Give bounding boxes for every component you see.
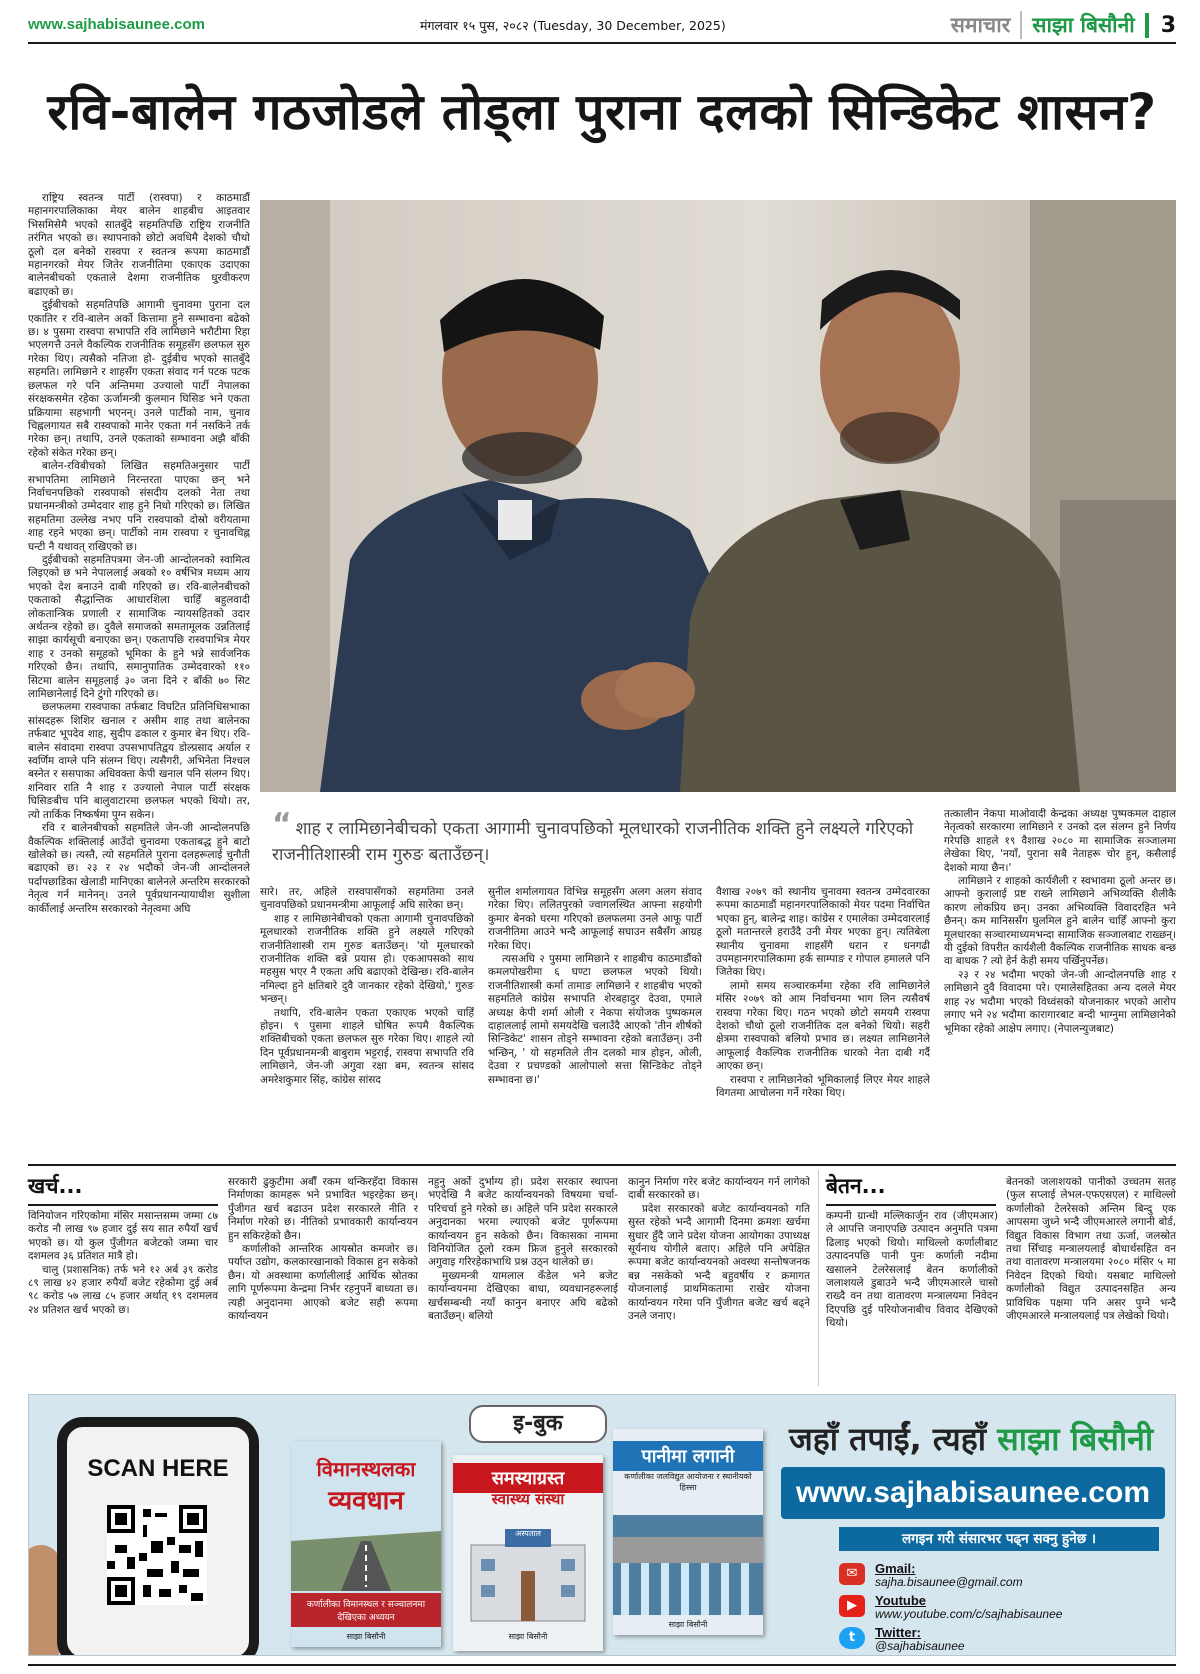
betan-column-2 bbox=[1006, 1176, 1176, 1386]
dam-illustration bbox=[613, 1515, 763, 1615]
paragraph: तथापि, रवि-बालेन एकता एकाएक भएको चाहिँ होइन। ९ पुसमा शाहले घोषित रूपमै वैकल्पिक शक्तिबीचको एकता छलफल सुरु गरेका थिए। शाहले त्यो दिन पूर्वप्रधानमन्त्री बाबुराम भट्टराई, रास्वपा सभापति रवि लामिछाने, जेन-जी अगुवा रक्षा बम, स्वतन्त्र सांसद अमरेशकुमार सिंह, कांग्रेस सांसद bbox=[260, 1006, 474, 1086]
slogan-text: जहाँ तपाईं, त्यहाँ bbox=[789, 1420, 986, 1458]
book-subtitle: कर्णालीका विमानस्थल र सञ्चालनमा देखिएका अध्ययन bbox=[291, 1593, 441, 1627]
page-number: 3 bbox=[1145, 13, 1176, 38]
header-divider bbox=[28, 42, 1176, 44]
article-column-4 bbox=[716, 886, 930, 1136]
paragraph: सारे। तर, अहिले रास्वपासँगको सहमतिमा उनले चुनावपछिको प्रधानमन्त्रीमा आफूलाई अघि सारेका छन्। bbox=[260, 886, 474, 912]
masthead bbox=[28, 10, 1176, 42]
article-photo bbox=[260, 200, 1176, 792]
betan-column-1 bbox=[826, 1210, 998, 1386]
paragraph: दुईबीचको सहमतिपत्रमा जेन-जी आन्दोलनको स्वामित्व लिइएको छ भने नेपाललाई अबको १० वर्षभित्र मध्यम आय भएको देश बनाउने दाबी गरिएको छ। रवि-बालेनबीचको एकताको सैद्धान्तिक आधारशिला चाहिँ बहुलवादी लोकतान्त्रिक प्रणाली र सामाजिक न्यायसहितको उदार अर्थतन्त्र रहेको छ। दुवैले समाजको समतामूलक उन्नतिलाई साझा कार्यसूची बनाएका छन्। एकतापछि रास्वपाभित्र मेयर शाह र उनको समूहको भूमिका के हुने भन्ने सार्वजनिक गरिएको छैन। तथापि, समानुपातिक उम्मेदवारको ११० सिटमा बालेन समूहलाई ३० जना दिने र बाँकी ७० सिट लामिछानेलाई दिने टुंगो गरिएको छ। bbox=[28, 553, 250, 701]
contact-value[interactable]: @sajhabisaunee bbox=[875, 1639, 965, 1653]
footer-divider bbox=[28, 1664, 1176, 1666]
section-divider bbox=[28, 1164, 1176, 1166]
youtube-icon: ▶ bbox=[839, 1595, 865, 1617]
article-column-1 bbox=[28, 192, 250, 1136]
ebook-advertisement[interactable] bbox=[28, 1394, 1176, 1656]
ebook-cover-health[interactable] bbox=[453, 1455, 603, 1651]
betan-continuation-title: बेतन... bbox=[826, 1174, 886, 1198]
paragraph: विनियोजन गरिएकोमा मंसिर मसान्तसम्म जम्मा ८७ करोड नौ लाख ९७ हजार दुई सय सात रुपैयाँ खर्च भएको छ। यो कुल पुँजीगत बजेटको जम्मा चार दशमलव ३६ प्रतिशत मात्रै हो। bbox=[28, 1210, 218, 1263]
paragraph: शाह र लामिछानेबीचको एकता आगामी चुनावपछिको मूलधारको राजनीतिक शक्ति हुने लक्ष्यले गरिएको राजनीतिशास्त्री राम गुरुङ बताउँछन्। 'यो मूलधारको राजनीतिक शक्ति बन्ने प्रयास हो। एकआपसको साथ महसुस भएर नै एकता अघि बढाएको देखिन्छ। रवि-बालेन नमिल्दा हुने क्षतिबारे दुवै जानकार रहेको देखियो,' गुरुङ भन्छन्। bbox=[260, 912, 474, 1006]
site-url[interactable]: www.sajhabisaunee.com bbox=[28, 16, 206, 33]
contact-label: Youtube bbox=[875, 1593, 927, 1608]
kharcha-column-3 bbox=[428, 1176, 618, 1386]
kharcha-column-4 bbox=[628, 1176, 810, 1386]
ad-tagline: लगइन गरी संसारभर पढ्न सक्नु हुनेछ । bbox=[839, 1527, 1159, 1551]
runway-illustration bbox=[291, 1521, 441, 1591]
paragraph: प्रदेश सरकारको बजेट कार्यान्वयनको गति सुस्त रहेको भन्दै आगामी दिनमा क्रमशः खर्चमा सुधार हुँदै जाने प्रदेश योजना आयोगका उपाध्यक्ष सूर्यनाथ योगीले बताए। अहिले पनि अपेक्षित रूपमा बजेट कार्यान्वयनको अवस्था सन्तोषजनक बन्न नसकेको भन्दै बहुवर्षीय र क्रमागत योजनालाई प्राथमिकतामा राखेर योजना कार्यान्वयन गरेमा पनि पुँजीगत बजेट खर्च बढ्ने उनले जनाए। bbox=[628, 1202, 810, 1323]
paragraph: लामिछाने र शाहको कार्यशैली र स्वभावमा ठूलो अन्तर छ। आफ्नो कुरालाई प्रष्ट राख्ने लामिछाने अभिव्यक्ति शैलीकै कारण लोकप्रिय छन्। उनका अभिव्यक्ति विवादरहित भने छैनन्। कम मानिससँग घुलमिल हुने बालेन चाहिँ आफ्नो कुरा मूलधारका सञ्चारमाध्यमभन्दा सामाजिक सञ्जालबाट राख्छन्। यी दुईको विपरीत कार्यशैली वैकल्पिक राजनीतिक साधक बन्छ वा बाधक ? त्यो हेर्न केही समय पर्खिनुपर्नेछ। bbox=[944, 875, 1176, 968]
paragraph: कम्पनी ग्रान्धी मल्लिकार्जुन राव (जीएमआर) ले आपत्ति जनाएपछि उत्पादन अनुमति पत्रमा ढिलाइ भएको थियो। माथिल्लो कर्णालीबाट उत्पादनपछि पानी पुनः कर्णाली नदीमा खसालने टेलरेसलाई बेतन कर्णालीको जलाशयले डुबाउने भन्दै जीएमआरले चासो राख्दै वन तथा वातावरण मन्त्रालयमा निवेदन दिएपछि दुई परियोजनाबीच विवाद देखिएको थियो। bbox=[826, 1210, 998, 1330]
contact-value[interactable]: www.youtube.com/c/sajhabisaunee bbox=[875, 1607, 1063, 1621]
kharcha-column-2 bbox=[228, 1176, 418, 1386]
contact-label: Twitter: bbox=[875, 1625, 921, 1640]
gmail-icon: ✉ bbox=[839, 1563, 865, 1585]
book-title: पानीमा लगानी bbox=[613, 1441, 763, 1471]
section-name: समाचार bbox=[950, 13, 1011, 37]
paragraph: मुख्यमन्त्री यामलाल कँडेल भने बजेट कार्यान्वयनमा देखिएका बाधा, व्यवधानहरूलाई खर्चसम्बन्धी नयाँ कानुन बनाएर अघि बढेको बताउँछन्। बलियो bbox=[428, 1269, 618, 1323]
column-divider bbox=[818, 1170, 819, 1386]
paragraph: सुनील शर्मालगायत विभिन्न समूहसँग अलग अलग संवाद गरेका थिए। ललितपुरको ज्वागलस्थित आफ्ना सहयोगी कुमार बेनको घरमा गरिएको छलफलमा उनले आफू पार्टी राजनीतिमा आउने भन्दै आफूलाई सघाउन सबैसँग आग्रह गरेका थिए। bbox=[488, 886, 702, 952]
article-column-3 bbox=[488, 886, 702, 1136]
book-publisher: साझा बिसौनी bbox=[346, 1632, 386, 1641]
phone-graphic bbox=[57, 1417, 259, 1656]
ad-slogan bbox=[789, 1417, 1153, 1460]
betan-title-underline bbox=[826, 1204, 996, 1206]
paragraph: त्यसअघि २ पुसमा लामिछाने र शाहबीच काठमाडौंको कमलपोखरीमा ६ घण्टा छलफल भएको थियो। राजनीतिशास्त्री कर्मा तामाङ लामिछाने र शाहबीच भएको सहमतिले कांग्रेस सभापति शेरबहादुर देउवा, एमाले अध्यक्ष केपी शर्मा ओली र नेकपा संयोजक पुष्पकमल दाहाललाई लामो समयदेखि चलाउँदै आएको 'तीन शीर्षको सिन्डिकेट' शासन तोड्ने सम्भावना रहेको बताउँछन्। उनी भन्छिन्, ' यो सहमतिले तीन दलको मात्र होइन, ओली, देउवा र प्रचण्डको आलोपालो सत्ता सिन्डिकेट तोड्ने सम्भावना छ।' bbox=[488, 953, 702, 1086]
kharcha-continuation-title: खर्च... bbox=[28, 1174, 83, 1198]
paragraph: लामो समय सञ्चारकर्ममा रहेका रवि लामिछानेले मंसिर २०७९ को आम निर्वाचनमा भाग लिन त्यसैवर्ष रास्वपा गरेका थिए। गठन भएको छोटो समयमै रास्वपा देशको चौथो ठूलो राजनीतिक दल बनेको थियो। सहरी क्षेत्रमा रास्वपाको बलियो प्रभाव छ। लक्ष्यत लामिछानेले आफूलाई वैकल्पिक राजनीतिक धारको नेता दाबी गर्दै आएका छन्। bbox=[716, 979, 930, 1073]
paragraph: सरकारी ढुकुटीमा अर्बौं रकम थन्किरहँदा विकास निर्माणका कामहरू भने प्रभावित भइरहेका छन्। पुँजीगत खर्च बढाउन प्रदेश सरकारले नीति र निर्माण गरेको छ। नीतिको प्रभावकारी कार्यान्वयन हुन सकिरहेको छैन। bbox=[228, 1176, 418, 1242]
ad-website-link[interactable]: www.sajhabisaunee.com bbox=[781, 1467, 1165, 1519]
paragraph: दुईबीचको सहमतिपछि आगामी चुनावमा पुराना दल एकातिर र रवि-बालेन अर्को कित्तामा हुने सम्भावना बढेको छ। ४ पुसमा रास्वपा सभापति रवि लामिछाने भरौटीमा रिहा भएलगत्तै उनले वैकल्पिक राजनीतिक समूहसँग छलफल सुरु गरेका थिए। त्यसैको नतिजा हो- दुईबीच भएको सातबुँदे सहमति। लामिछाने र शाहसँग एकता संवाद गर्न पटक पटक छलफल गरे पनि अन्तिममा उज्यालो पार्टी नेपालका संरक्षकसमेत रहेका ऊर्जामन्त्री कुलमान घिसिङ भने एकता प्रक्रियामा सहभागी भएनन्। उनले पार्टीको नाम, चुनाव चिह्नलगायत सबै रास्वपाको मानेर एकता गर्न नसकिने तर्क गरेका छन्। तथापि, उनले एकताको सम्भावना अझै बाँकी रहेको संकेत गरेका छन्। bbox=[28, 299, 250, 459]
qr-code-icon[interactable] bbox=[107, 1505, 207, 1605]
pull-quote-text: शाह र लामिछानेबीचको एकता आगामी चुनावपछिको मूलधारको राजनीतिक शक्ति हुने लक्ष्यले गरिएको राजनीतिशास्त्री राम गुरुङ बताउँछन्। bbox=[272, 819, 914, 865]
book-title: व्यवधान bbox=[328, 1486, 404, 1516]
paragraph: बेतनको जलाशयको पानीको उच्चतम सतह (फुल सप्लाई लेभल-एफएसएल) र माथिल्लो कर्णालीको टेलरेसको अन्तिम बिन्दु एक आपसमा जुध्ने भन्दै जीएमआरले लगानी बोर्ड, विद्युत विकास विभाग तथा ऊर्जा, जलस्रोत तथा सिँचाइ मन्त्रालयलाई बोधार्थसहित वन तथा वातावरण मन्त्रालयमा २०८० मंसिर ५ मा निवेदन दिएको थियो। यसबाट माथिल्लो कर्णालीको विद्युत उत्पादनसहित अन्य प्राविधिक पक्षमा पनि असर पुग्ने भन्दै जीएमआरले मन्त्रालयलाई पत्र लेखेको थियो। bbox=[1006, 1176, 1176, 1323]
issue-date: मंगलवार १५ पुस, २०८२ (Tuesday, 30 December, 2025) bbox=[420, 18, 726, 33]
article-headline: रवि-बालेन गठजोडले तोड्ला पुराना दलको सिन्डिकेट शासन? bbox=[47, 83, 1157, 141]
pull-quote bbox=[272, 807, 932, 868]
book-title: समस्याग्रस्त bbox=[453, 1463, 603, 1493]
ebook-cover-hydropower[interactable] bbox=[613, 1429, 763, 1635]
kharcha-title-underline bbox=[28, 1204, 218, 1206]
paragraph: वैशाख २०७९ को स्थानीय चुनावमा स्वतन्त्र उम्मेदवारका रूपमा काठमाडौं महानगरपालिकाको मेयर पदमा निर्वाचित भएका हुन्, बालेन्द्र शाह। कांग्रेस र एमालेका उम्मेदवारलाई ठूलो मतान्तरले हराउँदै उनी मेयर भएका हुन्। त्यतिबेला स्थानीय चुनावमा शाहसँगै धरान र धनगढी उपमहानगरपालिकामा हर्क साम्पाङ र गोपाल हमालले पनि जितेका थिए। bbox=[716, 886, 930, 979]
paragraph: रास्वपा र लामिछानेको भूमिकालाई लिएर मेयर शाहले विगतमा आचोलना गर्ने गरेका थिए। bbox=[716, 1073, 930, 1100]
paragraph: कानुन निर्माण गरेर बजेट कार्यान्वयन गर्न लागेको दाबी सरकारको छ। bbox=[628, 1176, 810, 1202]
scan-here-label: SCAN HERE bbox=[87, 1455, 229, 1482]
paragraph: बालेन-रविबीचको लिखित सहमतिअनुसार पार्टी सभापतिमा लामिछाने निरन्तरता पाएका छन् भने निर्वाचनपछिको रास्वपाको संसदीय दलको नेता तथा प्रधानमन्त्रीको उम्मेदवार शाह हुने निधो गरिएको छ। लिखित सहमतिमा उल्लेख नभए पनि रास्वपाको दोस्रो वरीयतामा शाह रहने भएका छन्। पार्टीको नाम रास्वपा र चुनावचिह्न घन्टी नै यथावत् राखिएको छ। bbox=[28, 460, 250, 553]
paragraph: रवि र बालेनबीचको सहमतिले जेन-जी आन्दोलनपछि वैकल्पिक शक्तिलाई आउँदो चुनावमा एकताबद्ध हुने बाटो खोलेको छ। त्यस्तै, त्यो सहमतिले पुराना दलहरूलाई चुनौती बढाएको छ। २३ र २४ भदौको जेन-जी आन्दोलनले पर्दापछाडिका खेलाडी मानिएका बालेनले अन्तरिम सरकारको नेतृत्व गर्न मानेनन्। उनले पूर्वप्रधानन्यायाधीश सुशीला कार्कीलाई अन्तरिम सरकारको नेतृत्वमा अघि bbox=[28, 822, 250, 915]
paragraph: कर्णालीको आन्तरिक आयस्रोत कमजोर छ। पर्याप्त उद्योग, कलकारखानाको विकास हुन सकेको छैन। यो अवस्थामा कर्णालीलाई आर्थिक स्रोतका लागि पूर्णरूपमा केन्द्रमा निर्भर रहनुपर्ने बाध्यता छ। त्यही अनुदानमा आएको बजेट सही रूपमा कार्यान्वयन bbox=[228, 1243, 418, 1323]
article-column-2 bbox=[260, 886, 474, 1136]
book-title: विमानस्थलका bbox=[316, 1457, 416, 1481]
ebook-cover-airports[interactable] bbox=[291, 1441, 441, 1647]
book-title: स्वास्थ्य संस्था bbox=[491, 1490, 565, 1508]
kharcha-column-1 bbox=[28, 1210, 218, 1386]
paragraph: चालु (प्रशासनिक) तर्फ भने १२ अर्ब ३९ करोड ८९ लाख ४२ हजार रुपैयाँ बजेट रहेकोमा दुई अर्ब ९८ करोड ५७ लाख ८५ हजार अर्थात् १९ दशमलव २४ प्रतिशत खर्च भएको छ। bbox=[28, 1263, 218, 1316]
paragraph: २३ र २४ भदौमा भएको जेन-जी आन्दोलनपछि शाह र लामिछाने दुवै विवादमा परे। एमालेसहितका अन्य दलले मेयर शाह २४ भदौमा भएको विध्वंसको योजनाकार भएको आरोप लगाए भने २४ भदौमा कारागारबाट बन्दी भाग्नुमा लामिछानेको भूमिका रहेको आक्षेप लगाए। (नेपालन्युजबाट) bbox=[944, 968, 1176, 1035]
paragraph: तत्कालीन नेकपा माओवादी केन्द्रका अध्यक्ष पुष्पकमल दाहाल नेतृत्वको सरकारमा लामिछाने र उनको दल संलग्न हुने निर्णय गरेपछि शाहले १९ वैशाख २०८० मा सामाजिक सञ्जालमा लेखेका थिए, 'नयाँ, पुराना सबै नेताहरू चोर हुन्, कसैलाई देशको माया छैन।' bbox=[944, 808, 1176, 874]
quote-mark-icon: “ bbox=[272, 807, 292, 842]
paragraph: राष्ट्रिय स्वतन्त्र पार्टी (रास्वपा) र काठमाडौं महानगरपालिकाका मेयर बालेन शाहबीच आइतवार भिसमिसेमै भएको सातबुँदे सहमतिपछि राष्ट्रिय राजनीति तरंगित भएको छ। स्थापनाको छोटो अवधिमै देशको चौथो ठूलो दल बनेको रास्वपा र स्वतन्त्र रूपमा काठमाडौं महानगरको मेयर जितेर राजनीतिमा एकाएक उदाएका बालेनबीचको एकताले देशमा राजनीतिक धु्रवीकरण बढाएको छ। bbox=[28, 192, 250, 298]
section-label-group bbox=[951, 10, 1176, 40]
paragraph: नहुनु अर्को दुर्भाग्य हो। प्रदेश सरकार स्थापना भएदेखि नै बजेट कार्यान्वयनको विषयमा चर्चा-परिचर्चा हुने गरेको छ। अहिले पनि प्रदेश सरकारले अनुदानका भरमा ल्याएको बजेट पूर्णरूपमा कार्यान्वयन हुन सकेको छैन। विकासका नाममा विनियोजित ठूलो रकम फ्रिज हुनुले सरकारको अगुवाइ गरिरहेकाभाथि प्रश्न उठ्न थालेको छ। bbox=[428, 1176, 618, 1269]
book-publisher: साझा बिसौनी bbox=[508, 1632, 548, 1641]
contact-value[interactable]: sajha.bisaunee@gmail.com bbox=[875, 1575, 1023, 1589]
twitter-icon: t bbox=[839, 1627, 865, 1649]
publication-name: साझा बिसौनी bbox=[1020, 11, 1144, 39]
handshake-photo-illustration bbox=[260, 200, 1176, 792]
hospital-illustration bbox=[465, 1525, 591, 1625]
book-subtitle: कर्णालीका जलविद्युत आयोजना र स्थानीयको हिस्सा bbox=[624, 1472, 752, 1492]
article-column-5 bbox=[944, 808, 1176, 1136]
ebook-label: इ-बुक bbox=[469, 1405, 607, 1443]
contact-label: Gmail: bbox=[875, 1561, 916, 1576]
paragraph: छलफलमा रास्वपाका तर्फबाट विघटित प्रतिनिधिसभाका सांसदहरू शिशिर खनाल र असीम शाह तथा बालेनका तर्फबाट भूपदेव शाह, सुदीप ढकाल र कुमार बेन थिए। रवि-बालेन संवादमा रास्वपा उपसभापतिद्वय डोल्प्रसाद अर्याल र स्वर्णिम वाग्ले पनि संलग्न थिए। त्यसैगरी, अभिनेता निश्चल बस्नेत र ससपाका अधिवक्ता केपी खनाल पनि संलग्न थिए। शनिवार राति नै शाह र उज्यालो नेपाल पार्टी संरक्षक घिसिङबीच पनि बालुवाटारमा छलफल भएको थियो। तर, त्यो तार्किक निष्कर्षमा पुग्न सकेन। bbox=[28, 701, 250, 821]
book-publisher: साझा बिसौनी bbox=[668, 1620, 708, 1629]
hospital-sign: अस्पताल bbox=[515, 1529, 541, 1538]
slogan-brand: साझा बिसौनी bbox=[997, 1420, 1154, 1458]
